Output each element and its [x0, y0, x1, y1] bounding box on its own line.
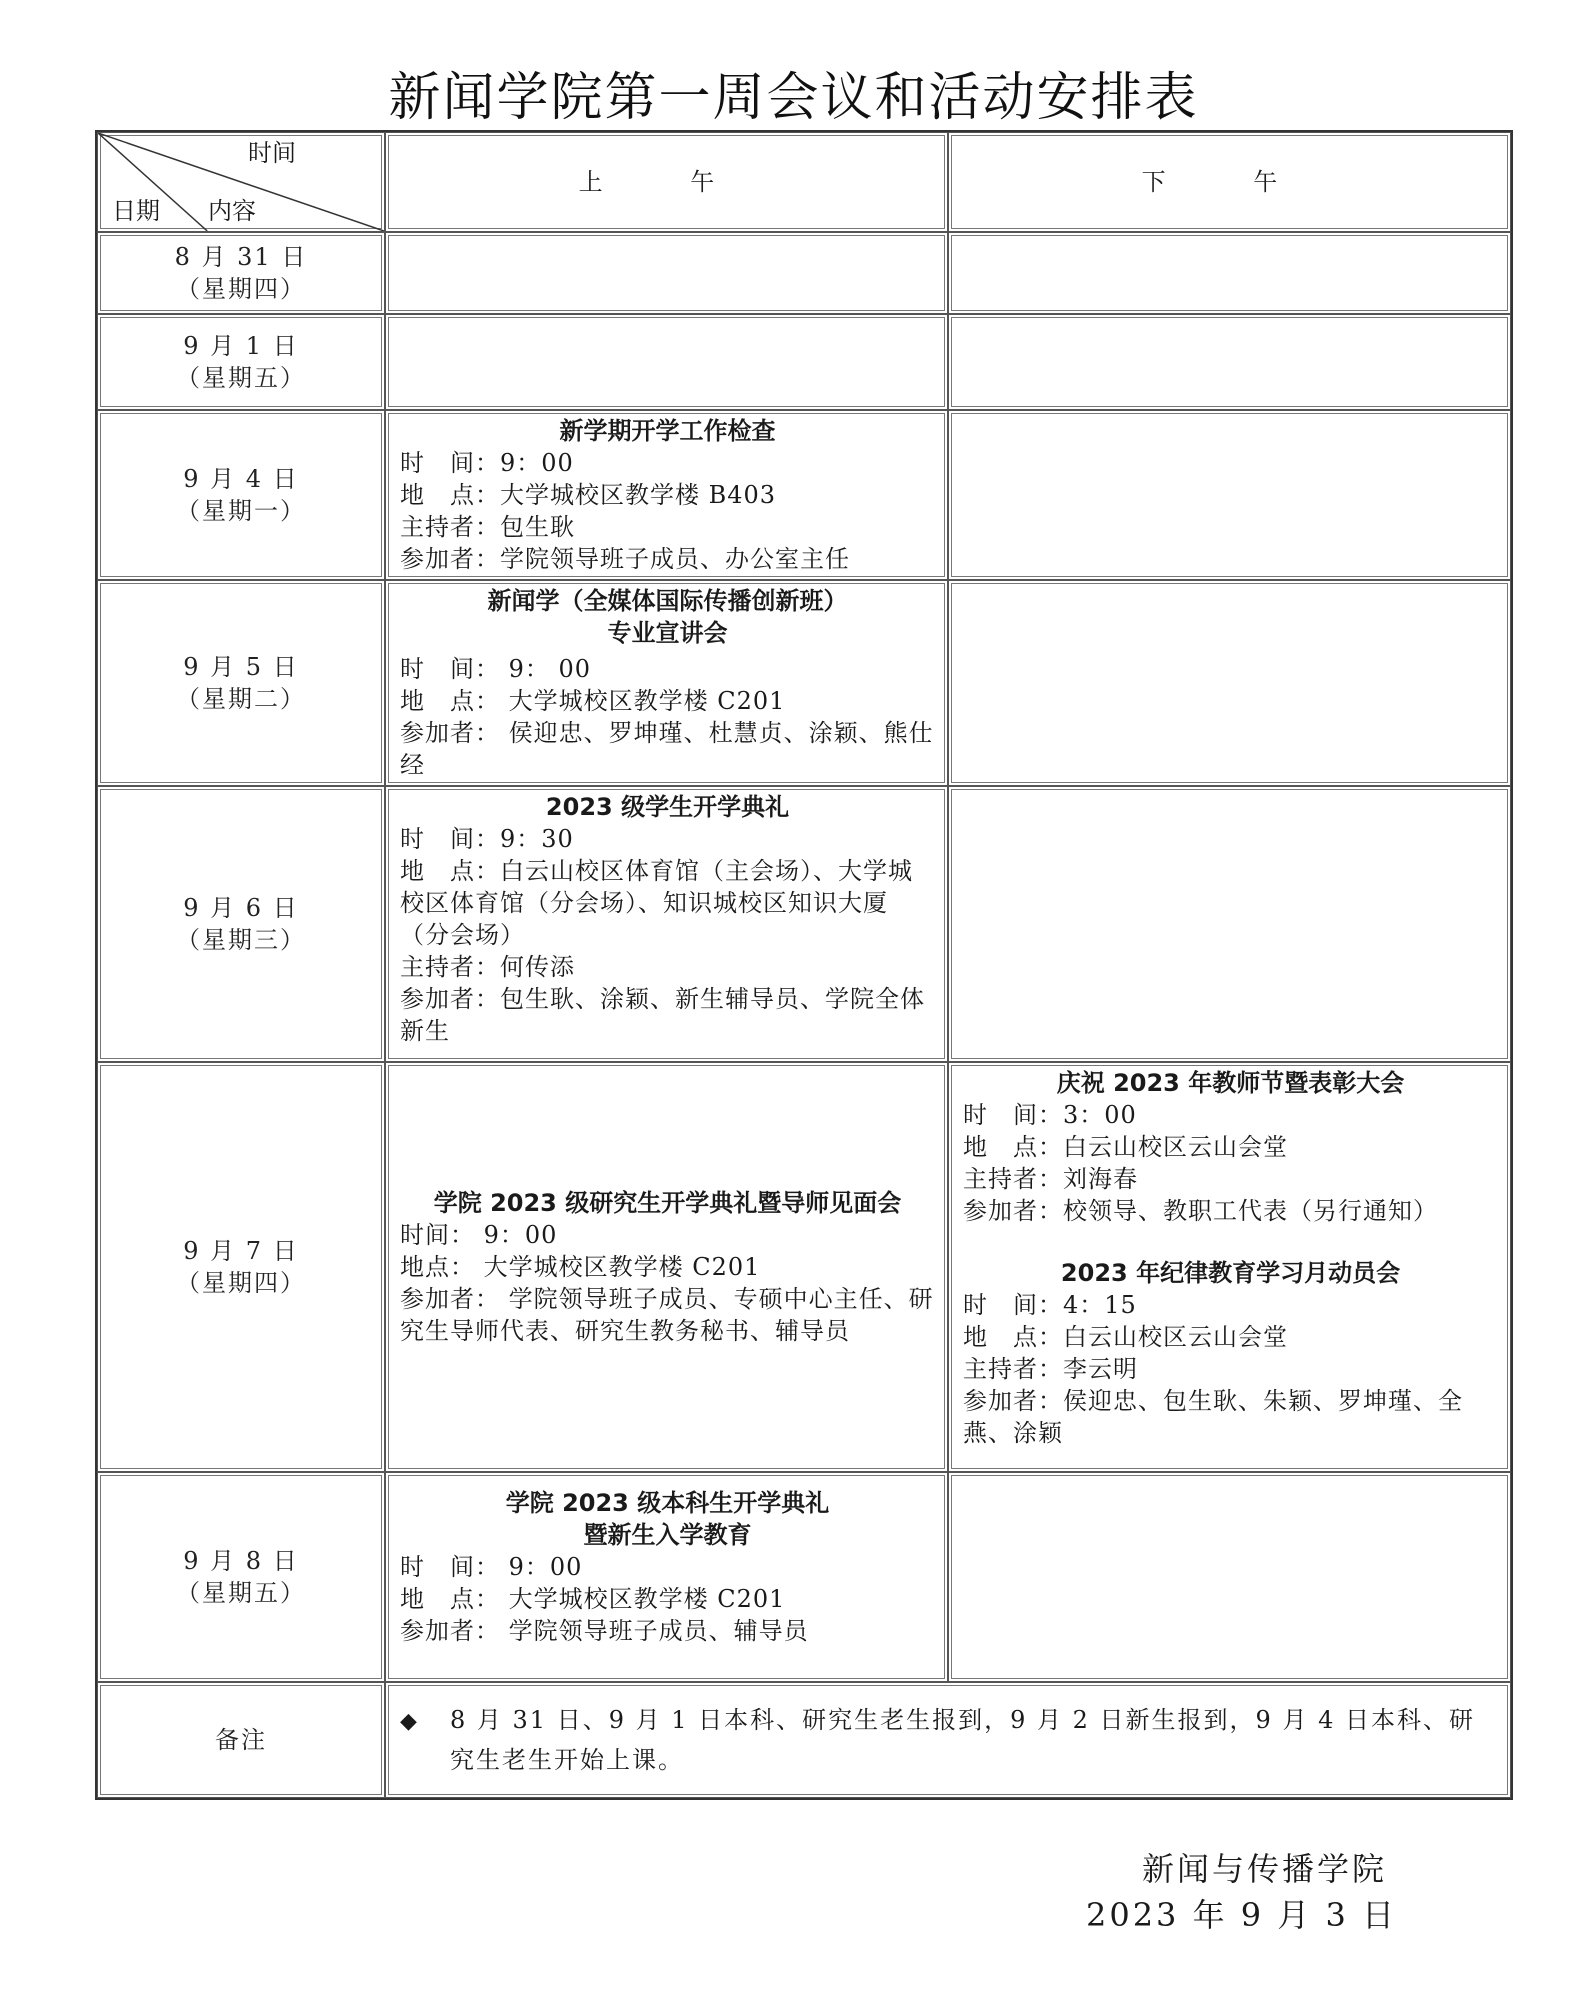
morning-header: 上 午 — [385, 132, 948, 232]
morning-event-cell — [385, 786, 948, 1062]
footer-org: 新闻与传播学院 — [1141, 1850, 1387, 1888]
notes-label: 备注 — [97, 1682, 385, 1798]
date-cell — [97, 1472, 385, 1682]
table-row — [97, 232, 1511, 314]
event-title-line2: 暨新生入学教育 — [583, 1521, 752, 1549]
corner-time-label: 时间 — [248, 139, 296, 167]
date-cell — [97, 786, 385, 1062]
event-location: 地 点：白云山校区体育馆（主会场）、大学城校区体育馆（分会场）、知识城校区知识大厦（分会场） — [400, 857, 913, 949]
morning-event-cell — [385, 1472, 948, 1682]
event-location: 地 点：白云山校区云山会堂 — [963, 1323, 1288, 1351]
date-cell — [97, 1062, 385, 1472]
event-time: 时间： 9：00 — [400, 1221, 558, 1249]
weekday-label: （星期五） — [176, 1579, 306, 1607]
table-row — [97, 314, 1511, 410]
afternoon-cell-empty — [948, 410, 1511, 580]
event-participants: 参加者：包生耿、涂颖、新生辅导员、学院全体新生 — [400, 985, 925, 1045]
table-row — [97, 1062, 1511, 1472]
morning-event-cell — [385, 1062, 948, 1472]
weekday-label: （星期五） — [176, 364, 306, 392]
date-label: 9 月 6 日 — [183, 894, 299, 922]
afternoon-cell-empty — [948, 1472, 1511, 1682]
notes-content-cell — [385, 1682, 1511, 1798]
event-time: 时 间： 9：00 — [400, 1553, 583, 1581]
date-label: 9 月 5 日 — [183, 653, 299, 681]
date-cell — [97, 314, 385, 410]
event-title: 新闻学（全媒体国际传播创新班） — [487, 587, 848, 615]
table-row — [97, 410, 1511, 580]
weekday-label: （星期二） — [176, 685, 306, 713]
notes-text-block — [400, 1701, 1496, 1779]
date-label: 9 月 7 日 — [183, 1237, 299, 1265]
weekday-label: （星期三） — [176, 926, 306, 954]
table-row — [97, 786, 1511, 1062]
afternoon-cell-empty — [948, 580, 1511, 786]
schedule-table — [95, 130, 1513, 1800]
afternoon-event-cell — [948, 1062, 1511, 1472]
event-title: 新学期开学工作检查 — [559, 417, 776, 445]
weekday-label: （星期一） — [176, 497, 306, 525]
event-location: 地 点： 大学城校区教学楼 C201 — [400, 1585, 786, 1613]
diamond-bullet-icon: ◆ — [400, 1709, 419, 1734]
header-row — [97, 132, 1511, 232]
event-location: 地点： 大学城校区教学楼 C201 — [400, 1253, 761, 1281]
event-participants: 参加者：校领导、教职工代表（另行通知） — [963, 1197, 1438, 1225]
corner-content-label: 内容 — [208, 197, 256, 225]
morning-event-cell — [385, 580, 948, 786]
event-title: 学院 2023 级本科生开学典礼 — [505, 1489, 830, 1517]
event-time: 时 间：9：00 — [400, 449, 574, 477]
notes-text: 8 月 31 日、9 月 1 日本科、研究生老生报到，9 月 2 日新生报到，9 月 4 日本科、研究生老生开始上课。 — [450, 1706, 1475, 1774]
date-label: 9 月 4 日 — [183, 465, 299, 493]
afternoon-cell-empty — [948, 314, 1511, 410]
corner-header-cell — [97, 132, 385, 232]
event-title: 2023 级学生开学典礼 — [545, 793, 790, 821]
event-time: 时 间： 9： 00 — [400, 655, 592, 683]
morning-cell-empty — [385, 232, 948, 314]
event-title: 学院 2023 级研究生开学典礼暨导师见面会 — [433, 1189, 902, 1217]
weekday-label: （星期四） — [176, 275, 306, 303]
event-spacer — [963, 1227, 1498, 1257]
table-row — [97, 1472, 1511, 1682]
event-title: 庆祝 2023 年教师节暨表彰大会 — [1056, 1069, 1405, 1097]
afternoon-cell-empty — [948, 232, 1511, 314]
page-title: 新闻学院第一周会议和活动安排表 — [388, 68, 1199, 128]
table-row — [97, 580, 1511, 786]
date-label: 9 月 1 日 — [183, 332, 299, 360]
morning-cell-empty — [385, 314, 948, 410]
afternoon-header: 下 午 — [948, 132, 1511, 232]
event-participants: 参加者： 学院领导班子成员、辅导员 — [400, 1617, 809, 1645]
weekday-label: （星期四） — [176, 1269, 306, 1297]
notes-row — [97, 1682, 1511, 1798]
event-participants: 参加者：侯迎忠、包生耿、朱颖、罗坤瑾、全燕、涂颖 — [963, 1387, 1463, 1447]
event-host: 主持者：李云明 — [963, 1355, 1138, 1383]
date-cell — [97, 410, 385, 580]
event-location: 地 点：大学城校区教学楼 B403 — [400, 481, 777, 509]
event-time: 时 间：9：30 — [400, 825, 574, 853]
event-time: 时 间：4：15 — [963, 1291, 1137, 1319]
event-host: 主持者：刘海春 — [963, 1165, 1138, 1193]
morning-event-cell — [385, 410, 948, 580]
event-location: 地 点： 大学城校区教学楼 C201 — [400, 687, 786, 715]
afternoon-cell-empty — [948, 786, 1511, 1062]
event-participants: 参加者：学院领导班子成员、办公室主任 — [400, 545, 850, 573]
event-location: 地 点：白云山校区云山会堂 — [963, 1133, 1288, 1161]
date-label: 9 月 8 日 — [183, 1547, 299, 1575]
event-participants: 参加者： 学院领导班子成员、专硕中心主任、研究生导师代表、研究生教务秘书、辅导员 — [400, 1285, 934, 1345]
date-label: 8 月 31 日 — [174, 243, 308, 271]
date-cell — [97, 232, 385, 314]
footer-date: 2023 年 9 月 3 日 — [1085, 1896, 1397, 1934]
corner-date-label: 日期 — [112, 197, 160, 225]
event-participants: 参加者： 侯迎忠、罗坤瑾、杜慧贞、涂颖、熊仕经 — [400, 719, 934, 779]
event-host: 主持者：包生耿 — [400, 513, 575, 541]
event-time: 时 间：3：00 — [963, 1101, 1137, 1129]
event-title-line2: 专业宣讲会 — [607, 619, 728, 647]
event-title: 2023 年纪律教育学习月动员会 — [1060, 1259, 1401, 1287]
event-host: 主持者：何传添 — [400, 953, 575, 981]
date-cell — [97, 580, 385, 786]
